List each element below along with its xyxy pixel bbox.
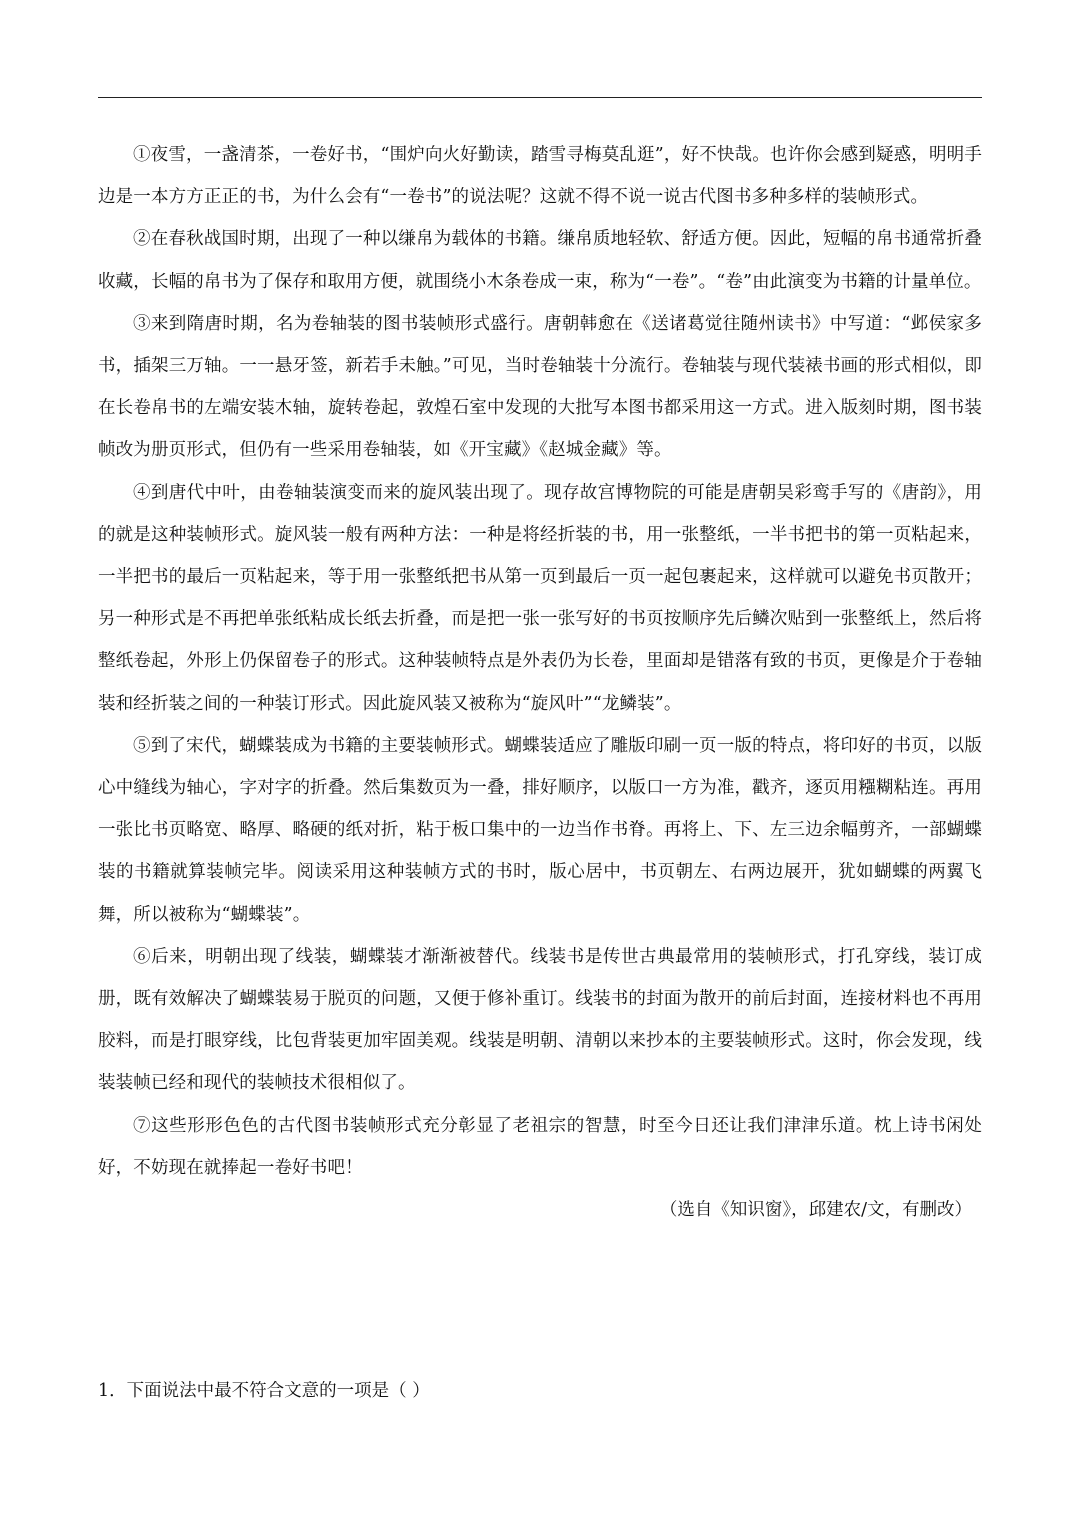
paragraph-3: ③来到隋唐时期，名为卷轴装的图书装帧形式盛行。唐朝韩愈在《送诸葛觉往随州读书》中写道：“邺侯家多书，插架三万轴。一一悬牙签，新若手未触。”可见，当时卷轴装十分流行。卷轴装与现代装裱书画的形式相似，即在长卷帛书的左端安装木轴，旋转卷起，敦煌石室中发现的大批写本图书都采用这一方式。进入版刻时期，图书装帧改为册页形式，但仍有一些采用卷轴装，如《开宝藏》《赵城金藏》等。 xyxy=(98,313,982,461)
paragraph-7: ⑦这些形形色色的古代图书装帧形式充分彰显了老祖宗的智慧，时至今日还让我们津津乐道。枕上诗书闲处好，不妨现在就捧起一卷好书吧！ xyxy=(98,1115,982,1178)
paragraph-5: ⑤到了宋代，蝴蝶装成为书籍的主要装帧形式。蝴蝶装适应了雕版印刷一页一版的特点，将印好的书页，以版心中缝线为轴心，字对字的折叠。然后集数页为一叠，排好顺序，以版口一方为准，戳齐，逐页用糨糊粘连。再用一张比书页略宽、略厚、略硬的纸对折，粘于板口集中的一边当作书脊。再将上、下、左三边余幅剪齐，一部蝴蝶装的书籍就算装帧完毕。阅读采用这种装帧方式的书时，版心居中，书页朝左、右两边展开，犹如蝴蝶的两翼飞舞，所以被称为“蝴蝶装”。 xyxy=(98,735,982,925)
source-citation: （选自《知识窗》，邱建农/文，有删改） xyxy=(659,1200,972,1221)
question-1: 1．下面说法中最不符合文意的一项是（ ） xyxy=(98,1381,430,1401)
paragraph-6: ⑥后来，明朝出现了线装，蝴蝶装才渐渐被替代。线装书是传世古典最常用的装帧形式，打孔穿线，装订成册，既有效解决了蝴蝶装易于脱页的问题，又便于修补重订。线装书的封面为散开的前后封面，连接材料也不再用胶料，而是打眼穿线，比包背装更加牢固美观。线装是明朝、清朝以来抄本的主要装帧形式。这时，你会发现，线装装帧已经和现代的装帧技术很相似了。 xyxy=(98,946,982,1094)
article-body xyxy=(98,134,982,1231)
header-rule xyxy=(98,97,982,98)
paragraph-2: ②在春秋战国时期，出现了一种以缣帛为载体的书籍。缣帛质地轻软、舒适方便。因此，短幅的帛书通常折叠收藏，长幅的帛书为了保存和取用方便，就围绕小木条卷成一束，称为“一卷”。“卷”由此演变为书籍的计量单位。 xyxy=(98,229,982,292)
paragraph-4: ④到唐代中叶，由卷轴装演变而来的旋风装出现了。现存故宫博物院的可能是唐朝吴彩鸾手写的《唐韵》，用的就是这种装帧形式。旋风装一般有两种方法：一种是将经折装的书，用一张整纸，一半书把书的第一页粘起来，一半把书的最后一页粘起来，等于用一张整纸把书从第一页到最后一页一起包裹起来，这样就可以避免书页散开；另一种形式是不再把单张纸粘成长纸去折叠，而是把一张一张写好的书页按顺序先后鳞次贴到一张整纸上，然后将整纸卷起，外形上仍保留卷子的形式。这种装帧特点是外表仍为长卷，里面却是错落有致的书页，更像是介于卷轴装和经折装之间的一种装订形式。因此旋风装又被称为“旋风叶”“龙鳞装”。 xyxy=(98,482,982,714)
paragraph-1: ①夜雪，一盏清茶，一卷好书，“围炉向火好勤读，踏雪寻梅莫乱逛”，好不快哉。也许你会感到疑惑，明明手边是一本方方正正的书，为什么会有“一卷书”的说法呢？这就不得不说一说古代图书多种多样的装帧形式。 xyxy=(98,145,982,208)
